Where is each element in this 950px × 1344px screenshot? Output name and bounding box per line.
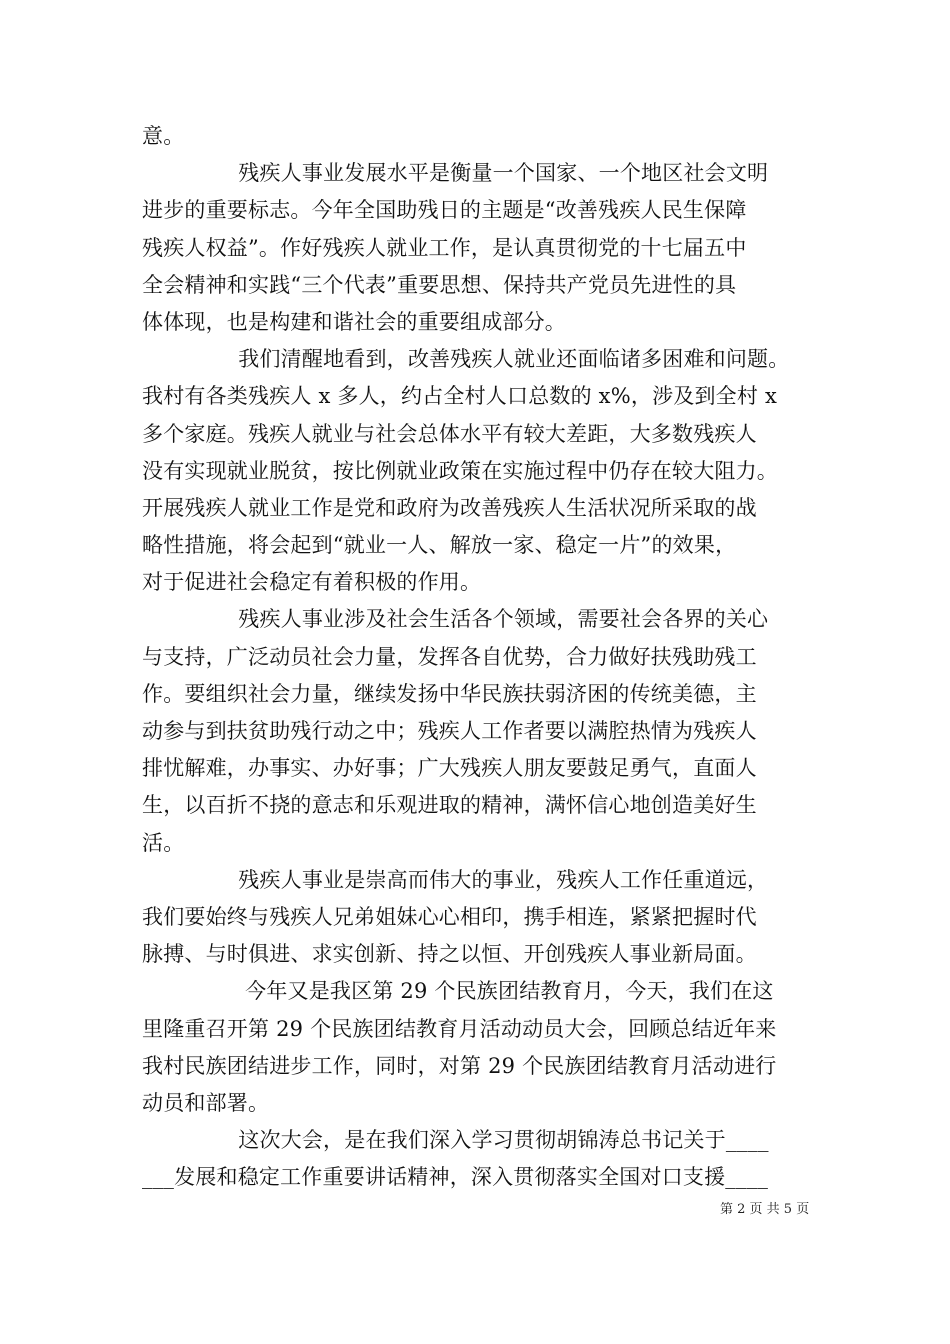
body-text xyxy=(142,118,822,1196)
text-line: 生，以百折不挠的意志和乐观进取的精神，满怀信心地创造美好生 xyxy=(142,793,757,818)
text-line: 我们清醒地看到，改善残疾人就业还面临诸多困难和问题。 xyxy=(142,347,790,372)
text-line: 意。 xyxy=(142,124,185,148)
text-line: 没有实现就业脱贫，按比例就业政策在实施过程中仍存在较大阻力。 xyxy=(142,458,778,483)
text-line: 残疾人事业涉及社会生活各个领域，需要社会各界的关心 xyxy=(142,607,769,632)
text-line: 残疾人事业发展水平是衡量一个国家、一个地区社会文明 xyxy=(142,161,769,186)
text-line: 脉搏、与时俱进、求实创新、持之以恒、开创残疾人事业新局面。 xyxy=(142,942,757,967)
text-line: 我们要始终与残疾人兄弟姐妹心心相印，携手相连，紧紧把握时代 xyxy=(142,904,757,929)
text-line: 体体现，也是构建和谐社会的重要组成部分。 xyxy=(142,309,566,334)
text-line: 今年又是我区第 29 个民族团结教育月，今天，我们在这 xyxy=(142,979,774,1004)
text-line: 这次大会，是在我们深入学习贯彻胡锦涛总书记关于____ xyxy=(142,1128,769,1153)
text-line: 活。 xyxy=(142,830,185,855)
text-line: 全会精神和实践“三个代表”重要思想、保持共产党员先进性的具 xyxy=(142,272,737,297)
text-line: 动参与到扶贫助残行动之中；残疾人工作者要以满腔热情为残疾人 xyxy=(142,719,757,743)
text-line: 残疾人权益”。作好残疾人就业工作，是认真贯彻党的十七届五中 xyxy=(142,235,747,260)
text-line: 对于促进社会稳定有着积极的作用。 xyxy=(142,570,482,595)
text-line: ___发展和稳定工作重要讲话精神，深入贯彻落实全国对口支援____ xyxy=(142,1165,769,1190)
text-line: 略性措施，将会起到“就业一人、解放一家、稳定一片”的效果， xyxy=(142,533,737,558)
text-line: 残疾人事业是崇高而伟大的事业，残疾人工作任重道远， xyxy=(142,867,769,892)
text-line: 作。要组织社会力量，继续发扬中华民族扶弱济困的传统美德，主 xyxy=(142,681,757,706)
text-line: 动员和部署。 xyxy=(142,1090,270,1115)
text-line: 与支持，广泛动员社会力量，发挥各自优势，合力做好扶残助残工 xyxy=(142,644,757,669)
text-line: 排忧解难，办事实、办好事；广大残疾人朋友要鼓足勇气，直面人 xyxy=(142,756,757,781)
text-line: 我村民族团结进步工作，同时，对第 29 个民族团结教育月活动进行 xyxy=(142,1053,777,1078)
text-line: 开展残疾人就业工作是党和政府为改善残疾人生活状况所采取的战 xyxy=(142,495,757,520)
text-line: 多个家庭。残疾人就业与社会总体水平有较大差距，大多数残疾人 xyxy=(142,421,757,446)
page-number: 第 2 页 共 5 页 xyxy=(720,1202,810,1217)
text-line: 我村有各类残疾人 x 多人，约占全村人口总数的 x%，涉及到全村 x xyxy=(142,384,777,409)
text-line: 里隆重召开第 29 个民族团结教育月活动动员大会，回顾总结近年来 xyxy=(142,1016,777,1041)
text-line: 进步的重要标志。今年全国助残日的主题是“改善残疾人民生保障 xyxy=(142,198,747,223)
